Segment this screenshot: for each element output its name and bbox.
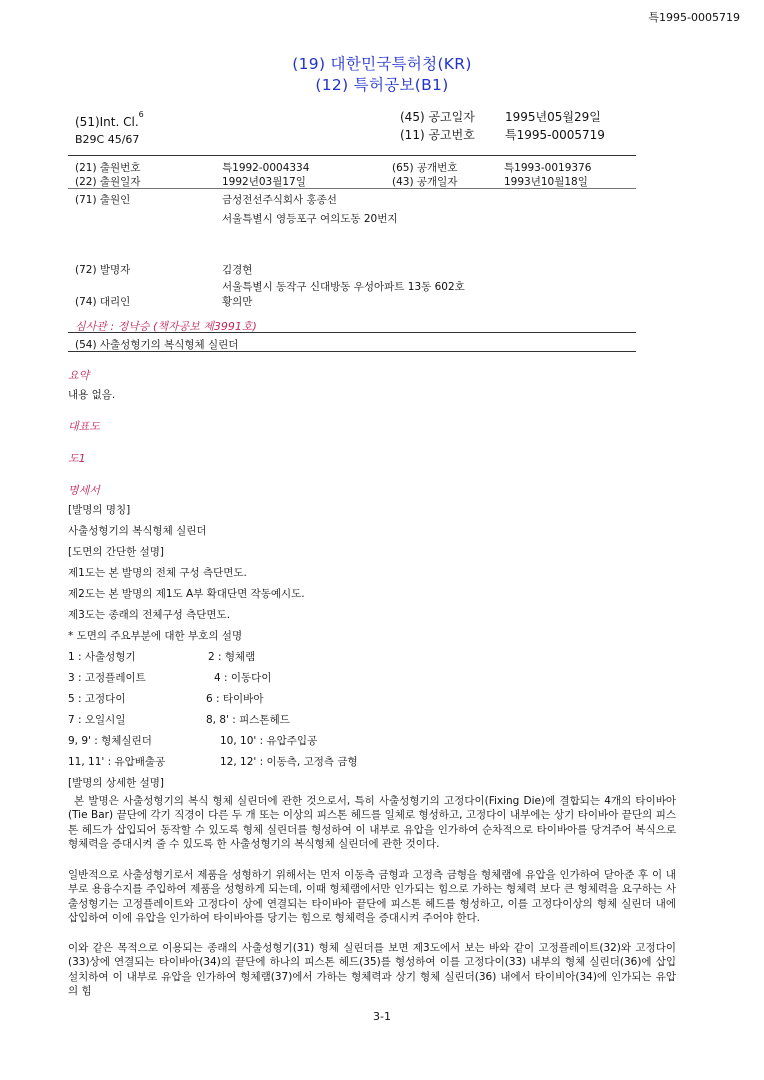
applicant-name: 금성전선주식회사 홍종선 <box>222 194 337 206</box>
page-number: 3-1 <box>373 1010 391 1023</box>
legend-item: 7 : 오일시일 <box>68 714 126 726</box>
abstract-heading: 요약 <box>68 369 90 382</box>
paragraph: 이와 같은 목적으로 이용되는 종래의 사출성형기(31) 형체 실린더를 보면 제3도에서 보는 바와 같이 고정플레이트(32)와 고정다이(33)상에 연결되는 타이바아(34)의 끝단에 하나의 피스톤 헤드(35)를 형성하여 이를 고정다이(33) 내부의 형체 실린더(36)에 삽입 설치하여 이 내부로 유압을 인가하여 형체램(37)에서 가하는 형체력과 상기 형체 실린더(36) 내에서 타이비아(34)에 인가되는 유압의 힘 <box>68 942 676 997</box>
publication-type-title: (12) 특허공보(B1) <box>315 76 449 94</box>
abstract-text: 내용 없음. <box>68 389 116 401</box>
divider <box>68 188 636 189</box>
detail-heading: [발명의 상세한 설명] <box>68 777 165 789</box>
legend-item: 10, 10' : 유압주입공 <box>220 735 318 747</box>
legend-item: 1 : 사출성형기 <box>68 651 136 663</box>
paragraph: 본 발명은 사출성형기의 복식 형체 실린더에 관한 것으로서, 특히 사출성형기의 고정다이(Fixing Die)에 결합되는 4개의 타이바아(Tie Bar) 끝단에 각기 직경이 다른 두 개 또는 이상의 피스톤 헤드를 일체로 형성하고, 고정다이 내부에는 상기 타이바아 끝단의 피스톤 헤드가 삽입되어 동작할 수 있도록 형체 실린더를 형성하여 이 내부로 유압을 인가하여 순차적으로 타이바아를 당겨주어 복식으로 형체력을 증대시켜 줄 수 있도록 한 사출성형기의 복식형체 실린더에 관한 것이다. <box>68 795 676 850</box>
applicant-label: (71) 출원인 <box>75 194 131 206</box>
spec-line: 제1도는 본 발명의 전체 구성 측단면도. <box>68 567 247 579</box>
int-cl-edition: 6 <box>138 110 144 119</box>
app-no-value: 특1992-0004334 <box>222 162 310 174</box>
pub-date-value: 1995년05월29일 <box>505 110 601 124</box>
open-no-value: 특1993-0019376 <box>504 162 592 174</box>
pub-no-value: 특1995-0005719 <box>505 128 605 142</box>
app-date-value: 1992년03월17일 <box>222 176 306 188</box>
examiner: 심사관 : 정낙승 (책자공보 제3991호) <box>75 320 257 333</box>
applicant-address: 서울특별시 영등포구 여의도동 20번지 <box>222 213 398 225</box>
inventor-label: (72) 발명자 <box>75 264 131 276</box>
representative-figure-value: 도1 <box>68 452 86 465</box>
app-no-label: (21) 출원번호 <box>75 162 141 174</box>
legend-item: 3 : 고정플레이트 <box>68 672 146 684</box>
divider <box>68 351 636 352</box>
spec-line: 제3도는 종래의 전체구성 측단면도. <box>68 609 231 621</box>
inventor-address: 서울특별시 동작구 신대방동 우성아파트 13동 602호 <box>222 281 465 293</box>
pub-date-label: (45) 공고일자 <box>400 110 475 124</box>
spec-line: * 도면의 주요부분에 대한 부호의 설명 <box>68 630 243 642</box>
open-no-label: (65) 공개번호 <box>392 162 458 174</box>
legend-item: 2 : 형체램 <box>208 651 256 663</box>
legend-item: 6 : 타이바아 <box>206 693 264 705</box>
legend-item: 11, 11' : 유압배출공 <box>68 756 166 768</box>
legend-item: 12, 12' : 이동측, 고정측 금형 <box>220 756 358 768</box>
divider <box>68 155 636 156</box>
spec-line: [도면의 간단한 설명] <box>68 546 165 558</box>
office-title: (19) 대한민국특허청(KR) <box>292 55 472 73</box>
pub-no-label: (11) 공고번호 <box>400 128 475 142</box>
paragraph: 일반적으로 사출성형기로서 제품을 성형하기 위해서는 먼저 이동측 금형과 고정측 금형을 형체램에 유압을 인가하여 닫아준 후 이 내부로 용융수지를 주입하여 제품을 성형하게 되는데, 이때 형체램에서만 인가되는 힘으로 가하는 형체력 보다 큰 형체력을 요구하는 사출성형기는 고정플레이트와 고정다이 상에 연결되는 타이바아 끝단에 피스톤 헤드를 형성하고, 이를 고정다이상의 형체 실린더 내에 삽입하여 이에 유압을 인가하여 타이바아를 당기는 힘으로 형체력을 증대시켜 주어야 한다. <box>68 869 676 924</box>
agent-name: 황의만 <box>222 296 253 308</box>
app-date-label: (22) 출원일자 <box>75 176 141 188</box>
open-date-value: 1993년10월18일 <box>504 176 588 188</box>
representative-figure-heading: 대표도 <box>68 420 100 433</box>
divider <box>68 332 636 333</box>
inventor-name: 김경현 <box>222 264 253 276</box>
int-cl-value: B29C 45/67 <box>75 133 140 146</box>
legend-item: 9, 9' : 형체실린더 <box>68 735 152 747</box>
spec-line: 사출성형기의 복식형체 실린더 <box>68 525 207 537</box>
spec-line: [발명의 명칭] <box>68 504 131 516</box>
legend-item: 4 : 이동다이 <box>214 672 272 684</box>
spec-line: 제2도는 본 발명의 제1도 A부 확대단면 작동예시도. <box>68 588 305 600</box>
document-id: 특1995-0005719 <box>648 11 740 24</box>
invention-title: (54) 사출성형기의 복식형체 실린더 <box>75 339 239 351</box>
specification-heading: 명세서 <box>68 484 100 497</box>
int-cl-label: (51)Int. Cl.$^6$ <box>75 110 144 129</box>
open-date-label: (43) 공개일자 <box>392 176 458 188</box>
agent-label: (74) 대리인 <box>75 296 131 308</box>
legend-item: 5 : 고정다이 <box>68 693 126 705</box>
legend-item: 8, 8' : 피스톤헤드 <box>206 714 290 726</box>
